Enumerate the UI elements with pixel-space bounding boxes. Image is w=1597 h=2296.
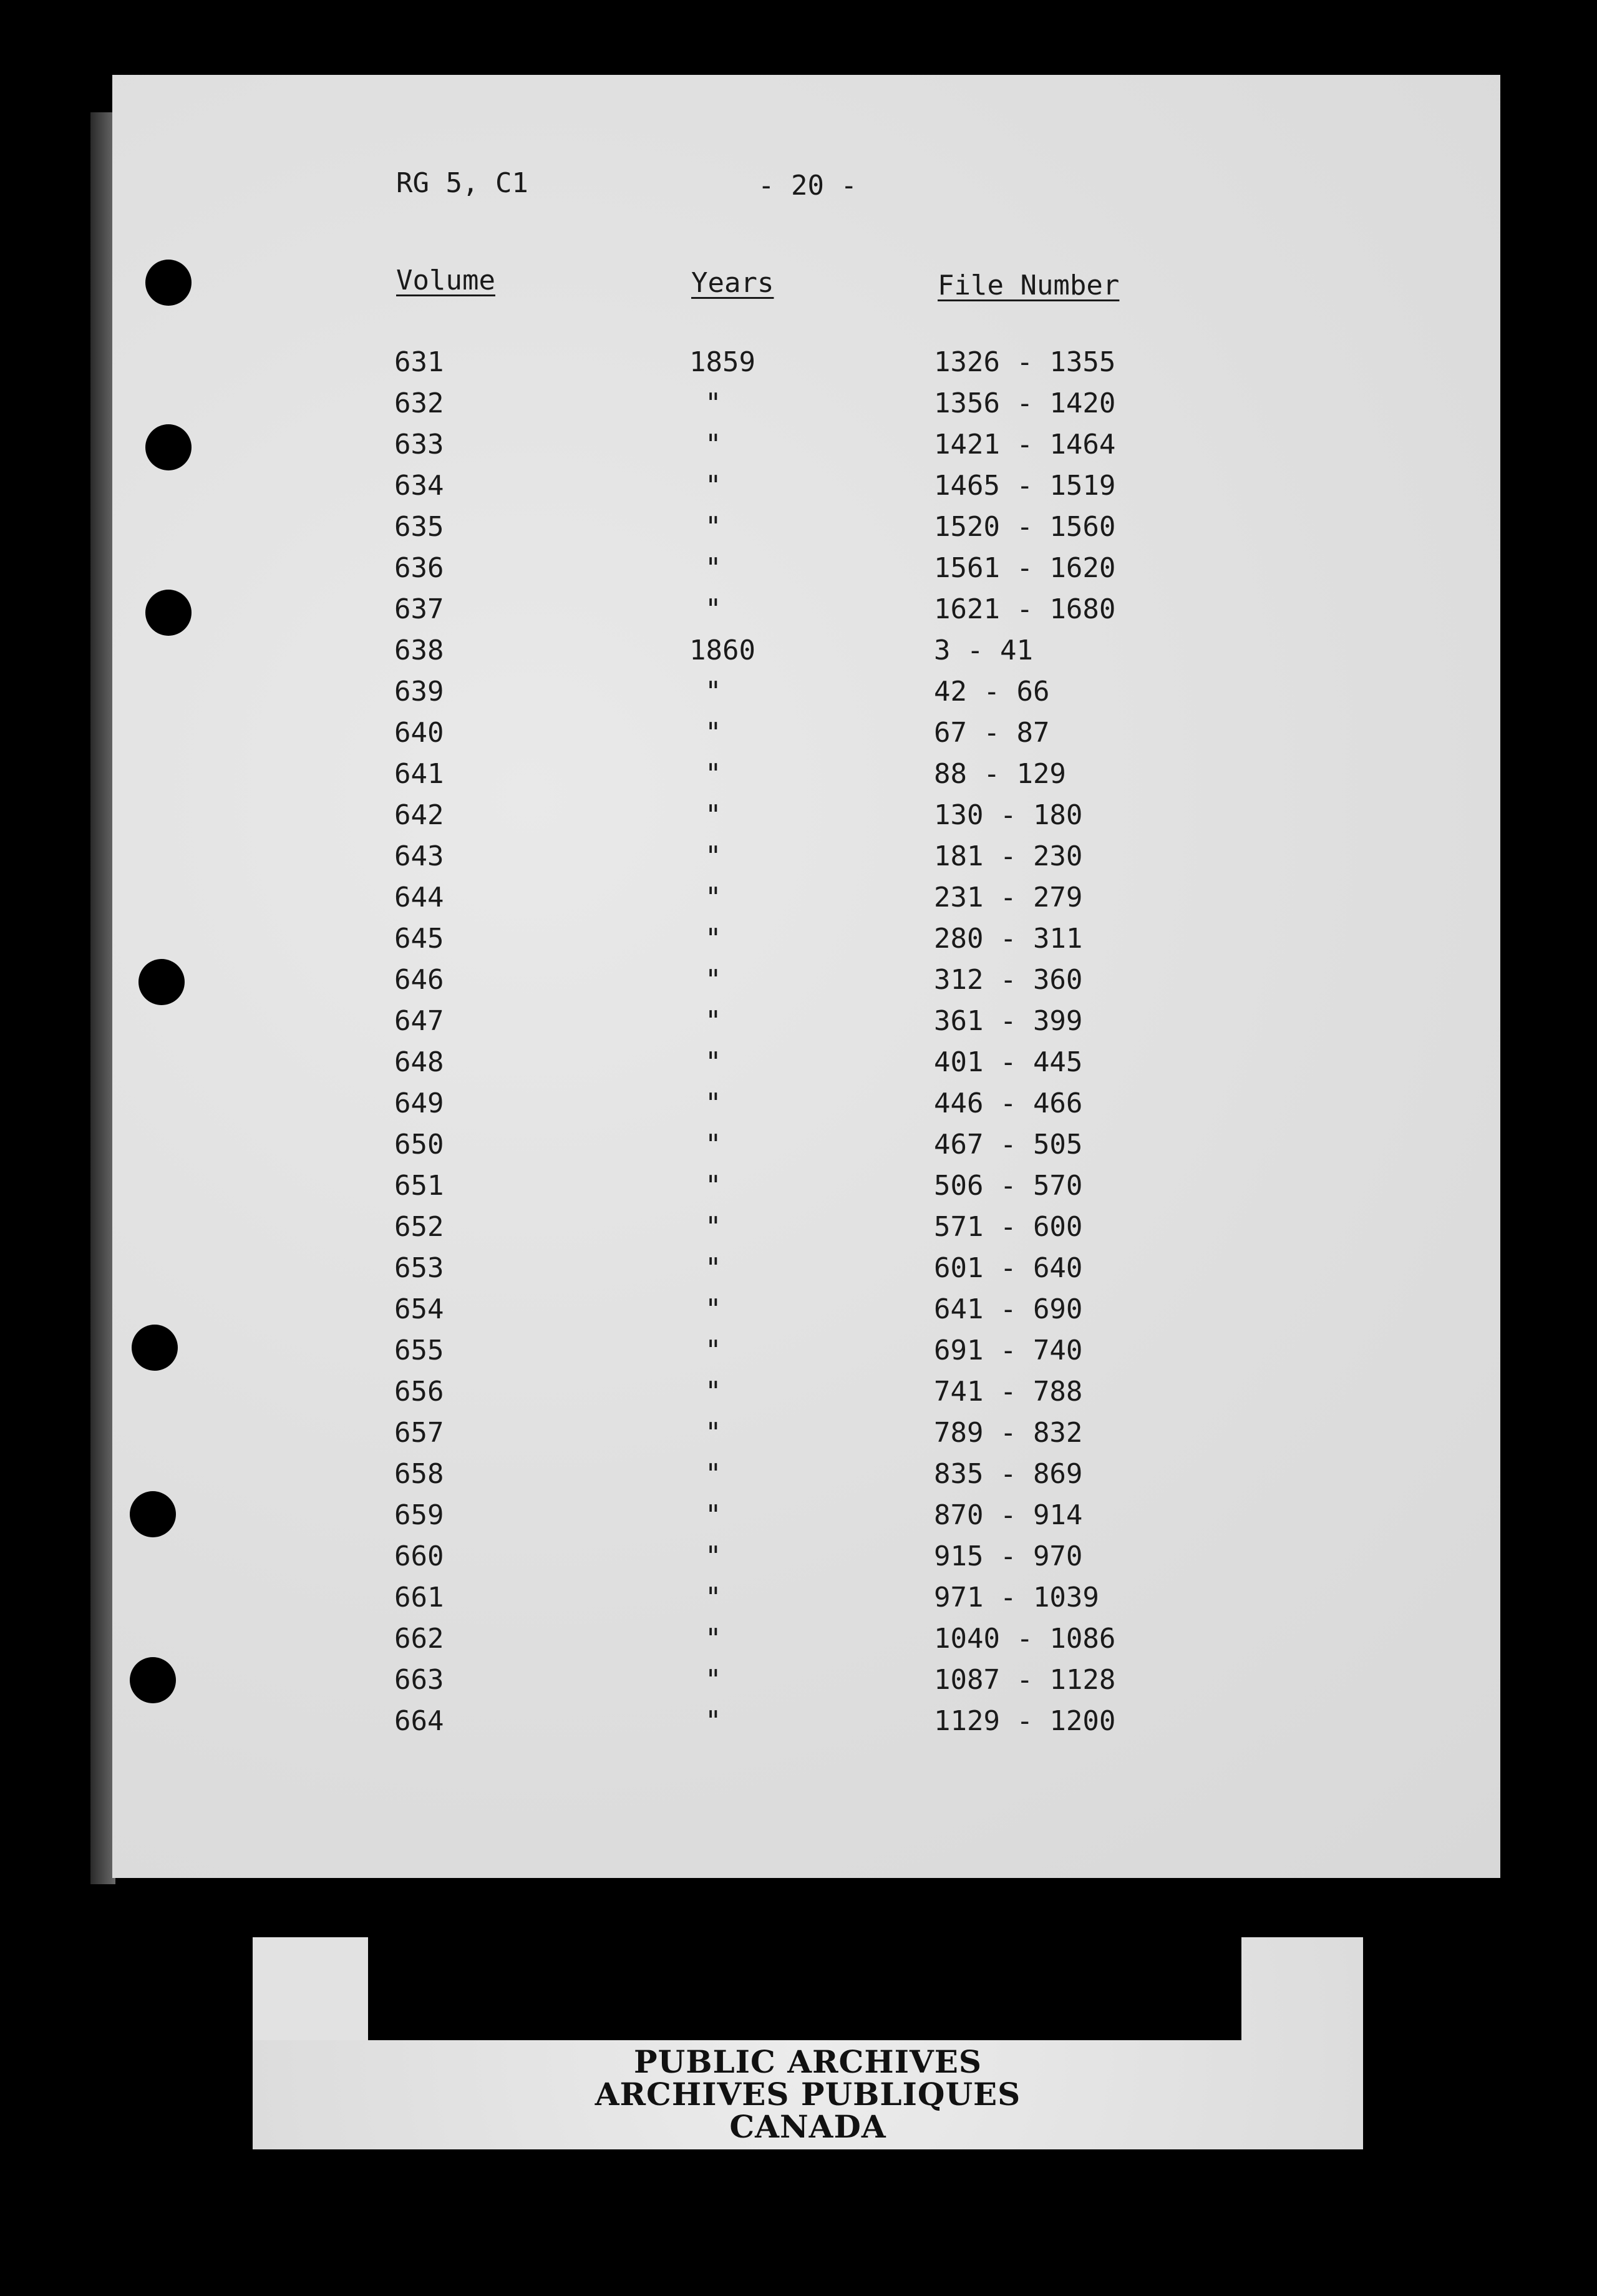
table-row [0,429,1597,466]
ditto-mark: " [705,1499,722,1531]
table-row [0,1211,1597,1248]
file-number-cell: 1129 - 1200 [934,1705,1116,1737]
table-row [0,346,1597,384]
ditto-mark: " [705,840,722,872]
file-number-cell: 1520 - 1560 [934,511,1116,543]
ditto-mark: " [705,1705,722,1737]
table-row [0,387,1597,425]
file-number-cell: 130 - 180 [934,799,1083,831]
volume-cell: 657 [394,1417,444,1449]
volume-cell: 635 [394,511,444,543]
table-row [0,470,1597,507]
ditto-mark: " [705,1540,722,1572]
ditto-mark: " [705,1458,722,1490]
volume-cell: 648 [394,1046,444,1078]
ditto-mark: " [705,676,722,708]
ditto-mark: " [705,387,722,419]
table-row [0,882,1597,919]
file-number-cell: 181 - 230 [934,840,1083,872]
ditto-mark: " [705,1046,722,1078]
volume-cell: 638 [394,635,444,666]
volume-cell: 658 [394,1458,444,1490]
year-cell: 1860 [689,635,755,666]
table-row [0,1129,1597,1166]
volume-cell: 636 [394,552,444,584]
table-row [0,1705,1597,1743]
ditto-mark: " [705,1129,722,1160]
table-row [0,593,1597,631]
volume-cell: 651 [394,1170,444,1202]
ditto-mark: " [705,1252,722,1284]
file-number-cell: 446 - 466 [934,1087,1083,1119]
volume-cell: 633 [394,429,444,460]
file-number-cell: 467 - 505 [934,1129,1083,1160]
file-number-cell: 641 - 690 [934,1293,1083,1325]
ditto-mark: " [705,1623,722,1655]
file-number-cell: 915 - 970 [934,1540,1083,1572]
table-row [0,1664,1597,1701]
file-number-cell: 1326 - 1355 [934,346,1116,378]
file-number-cell: 571 - 600 [934,1211,1083,1243]
file-number-cell: 789 - 832 [934,1417,1083,1449]
ditto-mark: " [705,511,722,543]
ditto-mark: " [705,470,722,502]
file-number-cell: 1421 - 1464 [934,429,1116,460]
table-row [0,1417,1597,1454]
table-row [0,511,1597,548]
record-group-reference: RG 5, C1 [396,167,528,199]
ditto-mark: " [705,1087,722,1119]
table-row [0,717,1597,754]
file-number-cell: 1465 - 1519 [934,470,1116,502]
volume-cell: 654 [394,1293,444,1325]
file-number-cell: 971 - 1039 [934,1582,1099,1613]
table-row [0,676,1597,713]
volume-cell: 645 [394,923,444,955]
ditto-mark: " [705,1293,722,1325]
file-number-cell: 835 - 869 [934,1458,1083,1490]
volume-cell: 643 [394,840,444,872]
file-number-cell: 67 - 87 [934,717,1050,749]
file-number-cell: 401 - 445 [934,1046,1083,1078]
ditto-mark: " [705,1664,722,1696]
volume-cell: 663 [394,1664,444,1696]
volume-cell: 632 [394,387,444,419]
table-row [0,799,1597,837]
volume-cell: 641 [394,758,444,790]
file-number-cell: 231 - 279 [934,882,1083,913]
column-header-file-number: File Number [938,270,1120,301]
table-row [0,1335,1597,1372]
volume-cell: 659 [394,1499,444,1531]
table-row [0,1458,1597,1496]
table-row [0,1540,1597,1578]
file-number-cell: 870 - 914 [934,1499,1083,1531]
ditto-mark: " [705,1005,722,1037]
file-number-cell: 280 - 311 [934,923,1083,955]
table-row [0,923,1597,960]
file-number-cell: 42 - 66 [934,676,1050,708]
volume-cell: 653 [394,1252,444,1284]
file-number-cell: 601 - 640 [934,1252,1083,1284]
volume-cell: 661 [394,1582,444,1613]
volume-cell: 642 [394,799,444,831]
ditto-mark: " [705,552,722,584]
ditto-mark: " [705,799,722,831]
volume-cell: 655 [394,1335,444,1366]
volume-cell: 650 [394,1129,444,1160]
file-number-cell: 361 - 399 [934,1005,1083,1037]
ditto-mark: " [705,1211,722,1243]
ditto-mark: " [705,429,722,460]
volume-cell: 646 [394,964,444,996]
ditto-mark: " [705,964,722,996]
volume-cell: 664 [394,1705,444,1737]
file-number-cell: 88 - 129 [934,758,1066,790]
table-row [0,840,1597,878]
table-row [0,1087,1597,1125]
year-cell: 1859 [689,346,755,378]
archive-label-line-2: ARCHIVES PUBLIQUES [595,2076,1021,2113]
table-row [0,758,1597,795]
volume-cell: 640 [394,717,444,749]
ditto-mark: " [705,1417,722,1449]
volume-cell: 634 [394,470,444,502]
ditto-mark: " [705,1376,722,1408]
volume-cell: 660 [394,1540,444,1572]
table-row [0,1170,1597,1207]
volume-cell: 639 [394,676,444,708]
label-tab [253,1937,368,2040]
file-number-cell: 506 - 570 [934,1170,1083,1202]
file-number-cell: 1040 - 1086 [934,1623,1116,1655]
label-cutout [368,1937,1241,2040]
ditto-mark: " [705,923,722,955]
file-number-cell: 1561 - 1620 [934,552,1116,584]
volume-cell: 662 [394,1623,444,1655]
column-header-volume: Volume [396,265,495,296]
table-row [0,1046,1597,1084]
ditto-mark: " [705,1170,722,1202]
ditto-mark: " [705,758,722,790]
file-number-cell: 1356 - 1420 [934,387,1116,419]
file-number-cell: 741 - 788 [934,1376,1083,1408]
file-number-cell: 1087 - 1128 [934,1664,1116,1696]
table-row [0,1582,1597,1619]
table-row [0,1252,1597,1290]
volume-cell: 644 [394,882,444,913]
volume-cell: 647 [394,1005,444,1037]
ditto-mark: " [705,1335,722,1366]
volume-cell: 656 [394,1376,444,1408]
ditto-mark: " [705,1582,722,1613]
archive-label-line-1: PUBLIC ARCHIVES [634,2043,982,2080]
table-row [0,964,1597,1001]
page-number: - 20 - [758,170,857,202]
volume-cell: 637 [394,593,444,625]
table-row [0,1499,1597,1537]
table-row [0,1293,1597,1331]
volume-cell: 652 [394,1211,444,1243]
punch-hole [145,260,192,306]
column-header-years: Years [691,267,774,299]
table-row [0,552,1597,590]
ditto-mark: " [705,882,722,913]
file-number-cell: 1621 - 1680 [934,593,1116,625]
archive-label-line-3: CANADA [729,2108,886,2145]
file-number-cell: 3 - 41 [934,635,1033,666]
file-number-cell: 691 - 740 [934,1335,1083,1366]
volume-cell: 631 [394,346,444,378]
volume-cell: 649 [394,1087,444,1119]
table-row [0,1005,1597,1043]
ditto-mark: " [705,593,722,625]
table-row [0,635,1597,672]
file-number-cell: 312 - 360 [934,964,1083,996]
table-row [0,1623,1597,1660]
ditto-mark: " [705,717,722,749]
table-row [0,1376,1597,1413]
